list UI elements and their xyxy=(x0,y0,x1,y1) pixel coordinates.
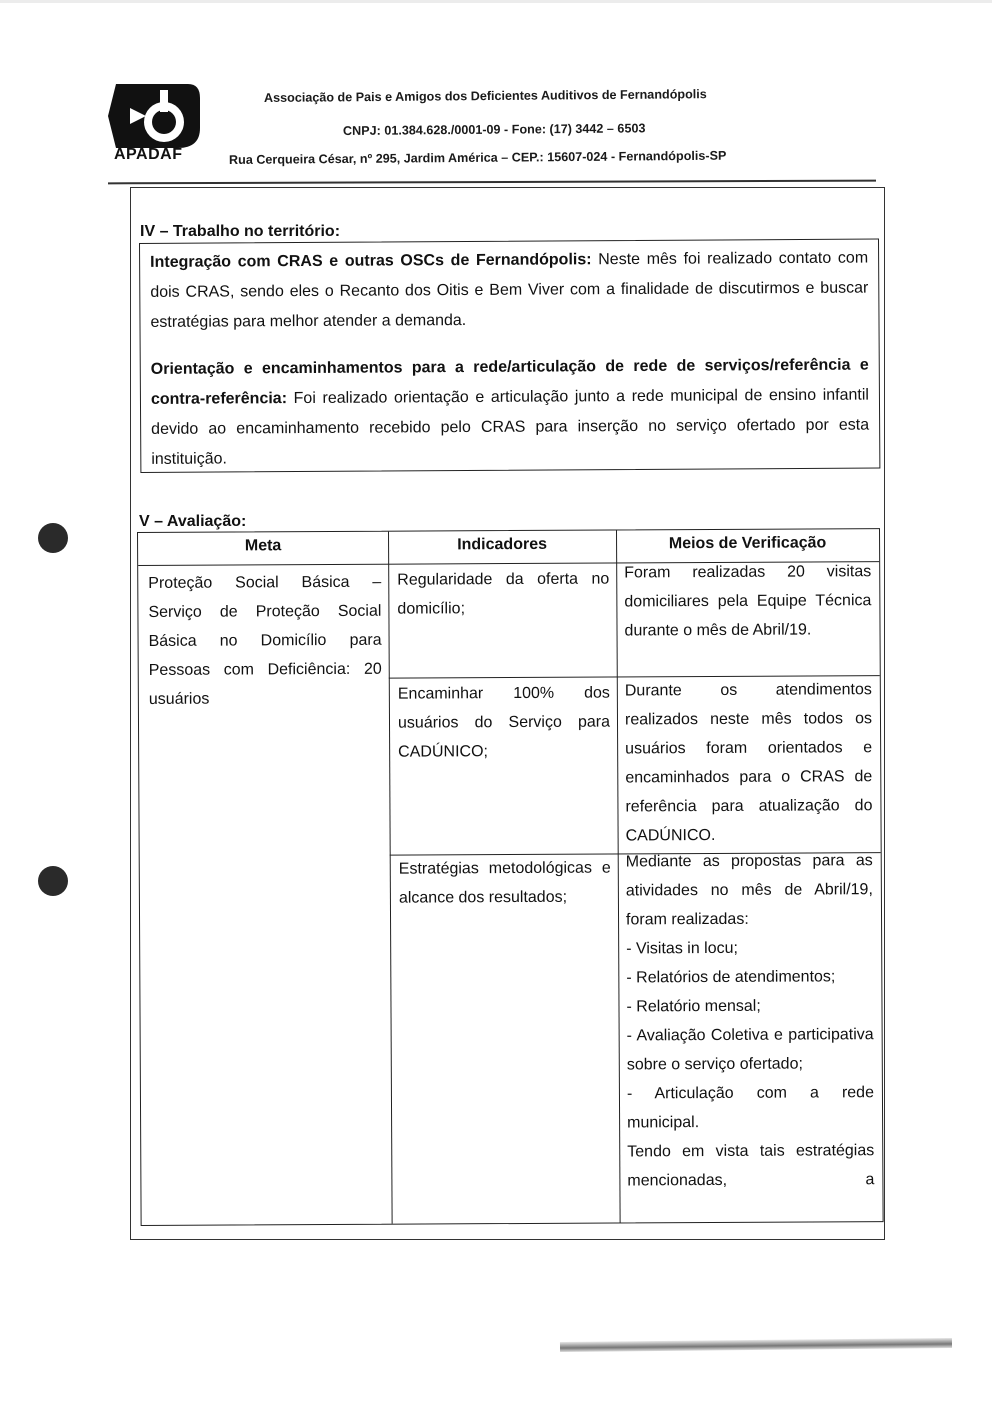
paragraph-heading: Integração com CRAS e outras OSCs de Fernandópolis: xyxy=(150,251,592,271)
scan-edge xyxy=(560,1338,952,1352)
evaluation-table xyxy=(137,528,884,1226)
address: Rua Cerqueira César, nº 295, Jardim América – CEP.: 15607-024 - Fernandópolis-SP xyxy=(228,148,727,167)
table-cell-verification xyxy=(626,846,875,1195)
punch-hole xyxy=(38,866,68,896)
table-cell-indicator: Estratégias metodológicas e alcance dos resultados; xyxy=(398,859,611,907)
logo-name: APADAF xyxy=(114,146,183,163)
column-header-meta: Meta xyxy=(244,537,282,555)
table-cell-indicator: Regularidade da oferta no domicílio; xyxy=(397,570,610,618)
punch-hole xyxy=(38,523,68,553)
organization-name: Associação de Pais e Amigos dos Deficientes Auditivos de Fernandópolis xyxy=(263,87,707,105)
table-cell-verification: Durante os atendimentos realizados neste mês todos os usuários foram orientados e encaminhados para o CRAS de referência para atualização do CADÚNICO. xyxy=(624,681,873,845)
verification-line: - Relatório mensal; xyxy=(626,997,761,1016)
column-divider xyxy=(388,532,393,1224)
paragraph-heading: Orientação e encaminhamentos para a rede/articulação de rede de serviços/referência e contra-referência: xyxy=(150,356,869,408)
cnpj-phone: CNPJ: 01.384.628./0001-09 - Fone: (17) 3442 – 6503 xyxy=(342,121,646,138)
verification-line: Tendo em vista tais estratégias mencionadas, a xyxy=(627,1142,875,1190)
scan-edge xyxy=(0,0,992,3)
verification-line: - Visitas in locu; xyxy=(626,939,738,958)
paragraph-text: Foi realizado orientação e articulação junto a rede municipal de ensino infantil devido ao encaminhamento recebido pelo CRAS para inserção no serviço ofertado por esta instituição. xyxy=(151,386,870,468)
table-cell-verification: Foram realizadas 20 visitas domiciliares pela Equipe Técnica durante o mês de Abril/19. xyxy=(624,563,872,640)
table-cell-meta: Proteção Social Básica – Serviço de Proteção Social Básica no Domicílio para Pessoas com Deficiência: 20 usuários xyxy=(148,573,382,708)
column-header-indicadores: Indicadores xyxy=(457,535,548,554)
paragraph-cras-integration xyxy=(150,244,869,338)
paragraph-referrals xyxy=(151,351,870,475)
column-header-meios: Meios de Verificação xyxy=(668,534,827,553)
verification-line: Mediante as propostas para as atividades no mês de Abril/19, foram realizadas: xyxy=(625,852,873,929)
verification-line: - Avaliação Coletiva e participativa sobre o serviço ofertado; xyxy=(626,1026,874,1074)
verification-line: - Relatórios de atendimentos; xyxy=(626,968,836,987)
section-iv-box xyxy=(139,238,880,473)
section-iv-title: IV – Trabalho no território: xyxy=(140,223,341,240)
section-v-title: V – Avaliação: xyxy=(139,513,247,530)
header-divider xyxy=(108,180,876,184)
table-cell-indicator: Encaminhar 100% dos usuários do Serviço para CADÚNICO; xyxy=(397,684,611,761)
paragraph-text: Neste mês foi realizado contato com dois CRAS, sendo eles o Recanto dos Oitis e Bem Viver com a finalidade de discutirmos e buscar estratégias para melhor atender a demanda. xyxy=(150,249,869,331)
column-divider xyxy=(616,530,621,1222)
verification-line: - Articulação com a rede municipal. xyxy=(626,1084,874,1132)
